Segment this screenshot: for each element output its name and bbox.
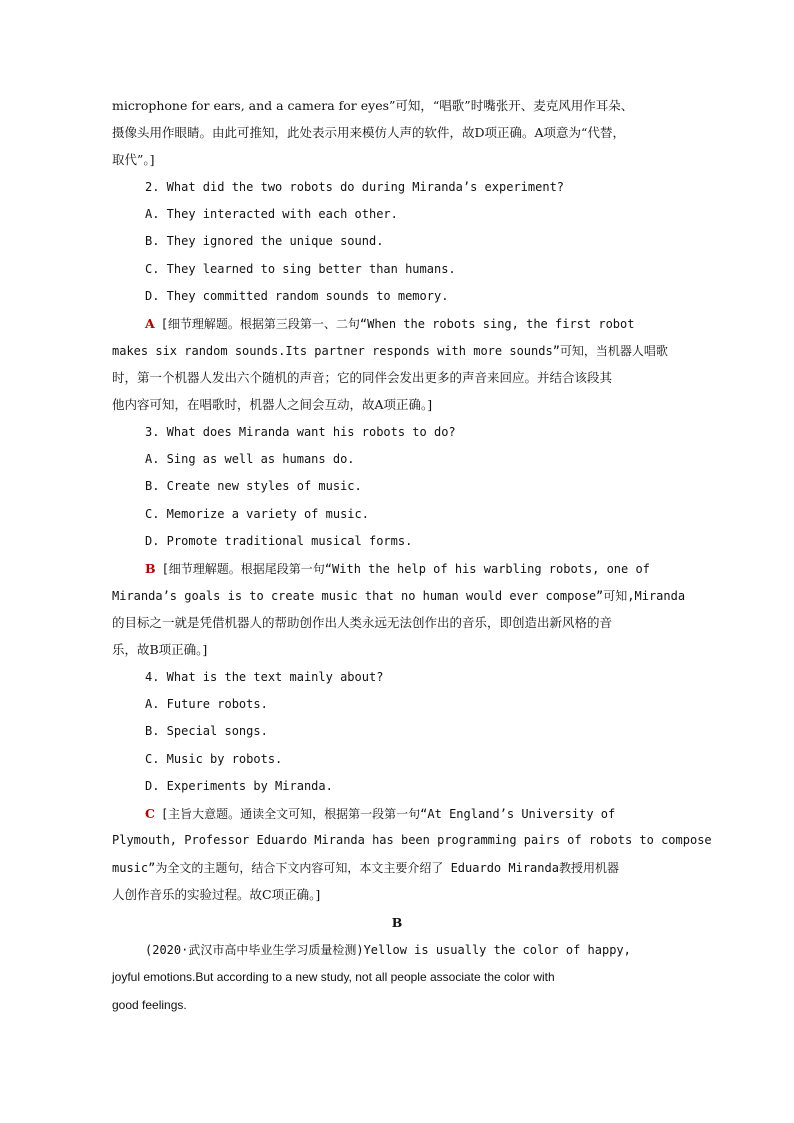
answer-letter: B	[145, 561, 156, 576]
text-line: microphone for ears, and a camera for eyes”可知，“唱歌”时嘴张开、麦克风用作耳朵、	[112, 98, 634, 113]
option-c: C. Music by robots.	[145, 752, 283, 766]
passage-text: joyful emotions.But according to a new study, not all people associate the color with	[112, 970, 555, 984]
text-line: 人创作音乐的实验过程。故C项正确。]	[112, 887, 321, 902]
question-2: 2. What did the two robots do during Miranda’s experiment?	[145, 180, 565, 194]
option-b: B. Create new styles of music.	[145, 479, 362, 493]
text-line: Plymouth, Professor Eduardo Miranda has been programming pairs of robots to compose	[112, 833, 712, 847]
text-line: 的目标之一就是凭借机器人的帮助创作出人类永远无法创作出的音乐，即创造出新风格的音	[112, 615, 613, 630]
text-line	[112, 337, 684, 365]
option-c: C. They learned to sing better than humans.	[145, 262, 456, 276]
explanation-text: [细节理解题。根据尾段第一句“With the help of his warbling robots, one of	[161, 562, 650, 576]
text-line	[112, 582, 684, 610]
option-d: D. Experiments by Miranda.	[145, 779, 333, 793]
option-b: B. Special songs.	[145, 724, 268, 738]
option-a: A. They interacted with each other.	[145, 207, 398, 221]
passage-line	[112, 963, 684, 991]
answer-2-line	[145, 310, 685, 338]
text-line: 取代”。]	[112, 152, 155, 167]
passage-line	[145, 936, 685, 964]
text-line	[112, 854, 684, 882]
explanation-text: Miranda’s goals is to create music that no human would ever compose”可知,Miranda	[112, 589, 686, 603]
option-a: A. Future robots.	[145, 697, 268, 711]
option-d: D. Promote traditional musical forms.	[145, 534, 413, 548]
option-b: B. They ignored the unique sound.	[145, 234, 384, 248]
text-line: 摄像头用作眼睛。由此可推知，此处表示用来模仿人声的软件，故D项正确。A项意为“代替，	[112, 125, 625, 140]
explanation-text: [细节理解题。根据第三段第一、二句“When the robots sing, the first robot	[160, 317, 635, 331]
explanation-text: music”为全文的主题句，结合下文内容可知，本文主要介绍了 Eduardo Miranda教授用机器	[112, 861, 619, 875]
text-line: 时，第一个机器人发出六个随机的声音；它的同伴会发出更多的声音来回应。并结合该段其	[112, 370, 613, 385]
option-a: A. Sing as well as humans do.	[145, 452, 355, 466]
passage-line	[112, 991, 684, 1019]
passage-text: (2020·武汉市高中毕业生学习质量检测)Yellow is usually the color of happy,	[145, 943, 631, 957]
text-line: 乐，故B项正确。]	[112, 642, 208, 657]
answer-4-line	[145, 800, 685, 828]
explanation-text: makes six random sounds.Its partner responds with more sounds”可知，当机器人唱歌	[112, 344, 668, 358]
passage-text: good feelings.	[112, 998, 187, 1012]
question-3: 3. What does Miranda want his robots to do?	[145, 425, 456, 439]
answer-3-line	[145, 555, 685, 583]
option-c: C. Memorize a variety of music.	[145, 507, 369, 521]
explanation-text: [主旨大意题。通读全文可知，根据第一段第一句“At England’s University of	[160, 807, 616, 821]
text-line: 他内容可知，在唱歌时，机器人之间会互动，故A项正确。]	[112, 397, 433, 412]
section-heading: B	[391, 915, 403, 930]
answer-letter: A	[145, 316, 155, 331]
option-d: D. They committed random sounds to memory.	[145, 289, 449, 303]
answer-letter: C	[145, 806, 155, 821]
question-4: 4. What is the text mainly about?	[145, 670, 384, 684]
